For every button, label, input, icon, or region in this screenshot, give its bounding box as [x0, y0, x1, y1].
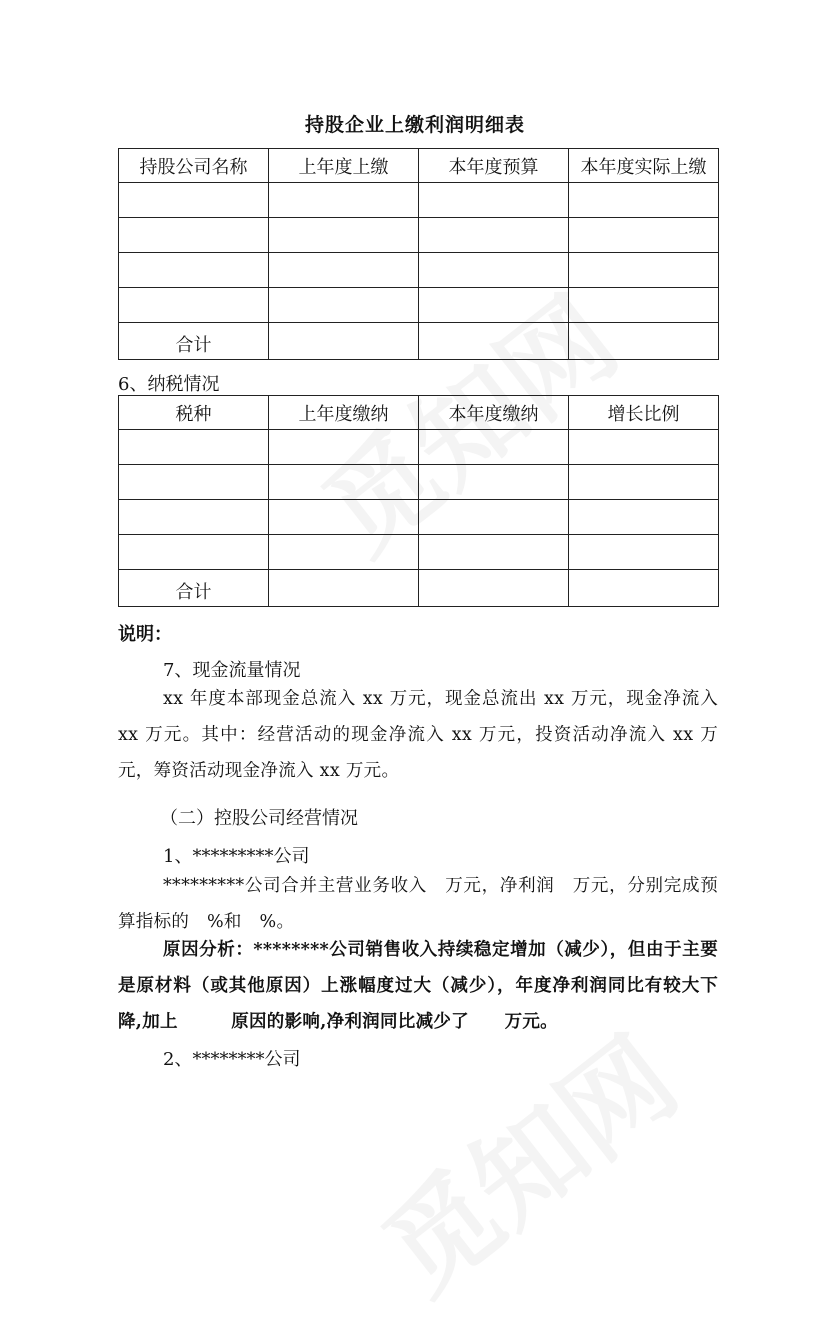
table-cell: [419, 465, 569, 500]
cash-flow-paragraph: xx 年度本部现金总流入 xx 万元，现金总流出 xx 万元，现金净流入 xx 万元。其中：经营活动的现金净流入 xx 万元，投资活动净流入 xx 万元，筹资活动现金净流入 xx 万元。: [118, 689, 718, 781]
table-cell: [269, 500, 419, 535]
table-cell: [119, 253, 269, 288]
table-cell: [569, 323, 719, 360]
table-cell: [419, 323, 569, 360]
section-heading: 6、纳税情况: [118, 374, 220, 395]
table-cell: [119, 465, 269, 500]
table-cell: [419, 288, 569, 323]
table-row: [119, 535, 719, 570]
table-cell: [269, 288, 419, 323]
table-cell: [119, 288, 269, 323]
table-cell: [269, 570, 419, 607]
table-row: [119, 500, 719, 535]
table-row: [119, 218, 719, 253]
table-cell: [419, 570, 569, 607]
table-cell: [119, 535, 269, 570]
table-cell: [569, 288, 719, 323]
table-row: [119, 465, 719, 500]
table-header-cell: 增长比例: [569, 396, 719, 430]
section-heading: （二）控股公司经营情况: [160, 808, 358, 829]
table-cell: [419, 253, 569, 288]
table-cell: [569, 465, 719, 500]
table-cell: [119, 183, 269, 218]
company-heading: 1、*********公司: [163, 846, 310, 867]
page-title: 持股企业上缴利润明细表: [304, 114, 525, 136]
table-cell: [269, 430, 419, 465]
table-cell: [569, 500, 719, 535]
section-heading: 7、现金流量情况: [163, 660, 301, 681]
table-row: [119, 183, 719, 218]
table-cell: [269, 323, 419, 360]
table-row: [119, 253, 719, 288]
table-cell: [569, 218, 719, 253]
table-row: [119, 288, 719, 323]
table-cell: [419, 218, 569, 253]
table-row: [119, 430, 719, 465]
table-cell: [569, 430, 719, 465]
table-cell: [269, 183, 419, 218]
table-cell: [569, 535, 719, 570]
table-header-row: [119, 149, 719, 183]
table-header-cell: 本年度实际上缴: [569, 149, 719, 183]
total-label: 合计: [119, 570, 269, 607]
table-total-row: [119, 570, 719, 607]
table-cell: [269, 465, 419, 500]
table-header-row: [119, 396, 719, 430]
company-heading: 2、********公司: [163, 1049, 301, 1070]
table-header-cell: 上年度上缴: [269, 149, 419, 183]
profit-table: [118, 148, 719, 360]
table-cell: [269, 535, 419, 570]
table-cell: [419, 500, 569, 535]
table-cell: [569, 183, 719, 218]
table-header-cell: 持股公司名称: [119, 149, 269, 183]
analysis-paragraph: 原因分析：********公司销售收入持续稳定增加（减少），但由于主要是原材料（或其他原因）上涨幅度过大（减少），年度净利润同比有较大下降,加上 原因的影响,净利润同比减少了 万元。: [118, 940, 718, 1032]
table-cell: [119, 500, 269, 535]
table-cell: [269, 253, 419, 288]
watermark: [346, 995, 703, 1323]
table-cell: [119, 430, 269, 465]
total-label: 合计: [119, 323, 269, 360]
table-header-cell: 税种: [119, 396, 269, 430]
table-cell: [419, 183, 569, 218]
table-header-cell: 本年度缴纳: [419, 396, 569, 430]
note-label: 说明：: [118, 624, 172, 645]
company-paragraph: *********公司合并主营业务收入 万元，净利润 万元，分别完成预算指标的 %和 %。: [118, 876, 718, 932]
table-cell: [419, 535, 569, 570]
table-header-cell: 本年度预算: [419, 149, 569, 183]
table-cell: [569, 570, 719, 607]
tax-table: [118, 395, 719, 607]
table-cell: [569, 253, 719, 288]
table-cell: [419, 430, 569, 465]
table-cell: [119, 218, 269, 253]
table-header-cell: 上年度缴纳: [269, 396, 419, 430]
table-cell: [269, 218, 419, 253]
table-total-row: [119, 323, 719, 360]
